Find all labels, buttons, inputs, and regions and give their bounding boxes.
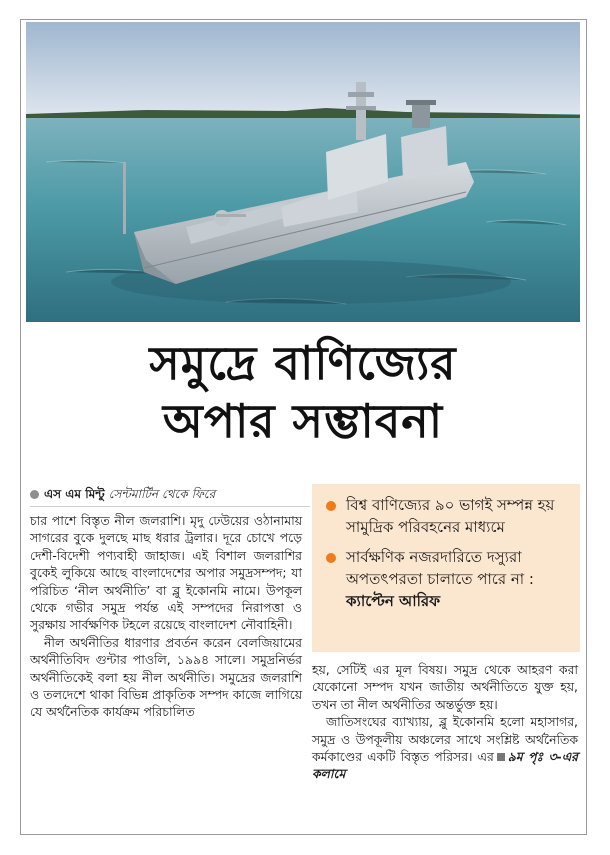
byline-location: সেন্টমার্টিন থেকে ফিরে [108,487,216,501]
byline-author: এস এম মিন্টু [44,487,105,501]
left-column [30,512,302,721]
pull-quote-text: সার্বক্ষণিক নজরদারিতে দস্যুরা অপতৎপরতা চালাতে পারে না : [346,548,534,588]
byline [30,484,310,507]
pull-quote-box [312,484,580,652]
right-column [312,661,578,783]
paragraph [312,713,578,783]
headline-line-2: অপার সম্ভাবনা [162,394,444,448]
paragraph: চার পাশে বিস্তৃত নীল জলরাশি। মৃদু ঢেউয়ের ওঠানামায় সাগরের বুকে দুলছে মাছ ধরার ট্রলার। দূরে চোখে পড়ে দেশী-বিদেশী পণ্যবাহী জাহাজ। এই বিশাল জলরাশির বুকেই লুকিয়ে আছে বাংলাদেশের অপার সমুদ্রসম্পদ; যা পরিচিত ‘নীল অর্থনীতি’ বা ব্লু ইকোনমি নামে। উপকূল থেকে গভীর সমুদ্র পর্যন্ত এই সম্পদের নিরাপত্তা ও সুরক্ষায় সার্বক্ষণিক টহলে রয়েছে বাংলাদেশ নৌবাহিনী। [30,513,302,633]
jump-square-icon [497,753,505,761]
paragraph-text: জাতিসংঘের ব্যাখ্যায়, ব্লু ইকোনমি হলো মহাসাগর, সমুদ্র ও উপকূলীয় অঞ্চলের সাথে সংশ্লিষ্ট অর্থনৈতিক কর্মকাণ্ডের একটি বিস্তৃত পরিসর। এর [312,714,578,765]
headline-line-1: সমুদ্রে বাণিজ্যের [149,336,457,390]
headline [26,334,580,450]
orange-bullet-icon [326,501,336,511]
pull-quote-source: ক্যাপ্টেন আরিফ [346,592,441,610]
byline-bullet-icon [30,490,39,499]
paragraph: হয়, সেটিই এর মূল বিষয়। সমুদ্র থেকে আহরণ করা যেকোনো সম্পদ যখন জাতীয় অর্থনীতিতে যুক্ত হয়, তখন তা নীল অর্থনীতির অন্তর্ভুক্ত হয়। [312,662,578,712]
paragraph: নীল অর্থনীতির ধারণার প্রবর্তন করেন বেলজিয়ামের অর্থনীতিবিদ গুন্টার পাওলি, ১৯৯৪ সালে। সমুদ্রনির্ভর অর্থনীতিকেই বলা হয় নীল অর্থনীতি। সমুদ্রের জলরাশি ও তলদেশে থাকা বিভিন্ন প্রাকৃতিক সম্পদ কাজে লাগিয়ে যে অর্থনৈতিক কার্যক্রম পরিচালিত [30,634,302,720]
pull-quote-text: বিশ্ব বাণিজ্যের ৯০ ভাগই সম্পন্ন হয় সামুদ্রিক পরিবহনের মাধ্যমে [346,496,555,536]
orange-bullet-icon [326,553,336,563]
pull-quote-item [324,494,570,538]
warship-photo [26,22,580,322]
pull-quote-item [324,546,570,612]
jump-reference[interactable]: ৯ম পৃঃ ৩-এর কলামে [312,749,578,782]
